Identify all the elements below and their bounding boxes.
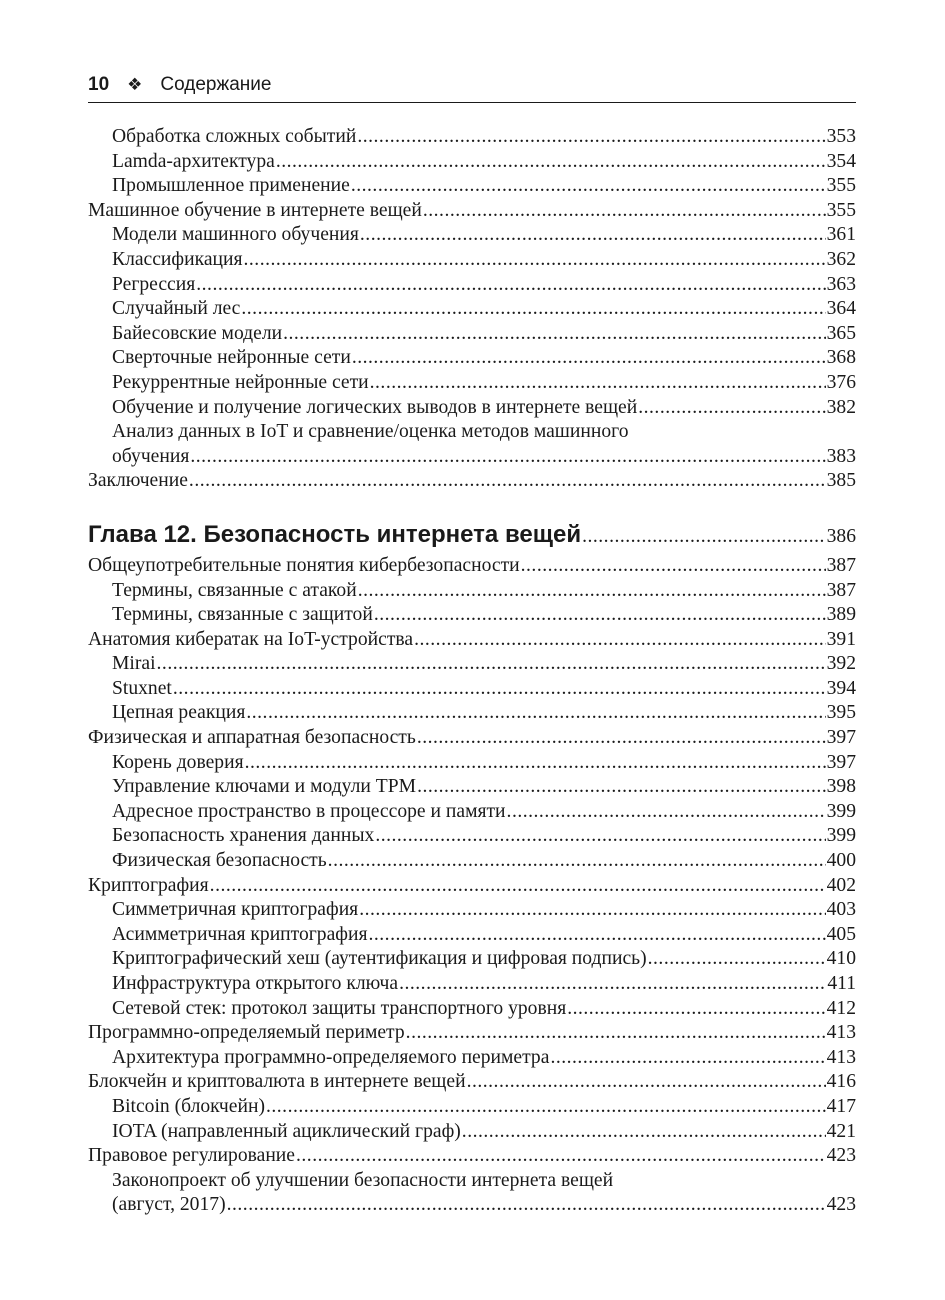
toc-entry-page: 399 — [826, 800, 856, 822]
toc-entry[interactable] — [88, 445, 856, 470]
toc-entry-title: Цепная реакция — [112, 702, 246, 724]
toc-entry-page: 417 — [826, 1095, 856, 1117]
toc-entry-page: 391 — [826, 628, 856, 650]
toc-entry[interactable] — [88, 800, 856, 825]
toc-entry[interactable] — [88, 898, 856, 923]
page-number: 10 — [88, 74, 110, 95]
toc-entry-title: обучения — [112, 445, 190, 467]
toc-entry-page: 423 — [826, 1194, 856, 1216]
toc-entry-page: 397 — [826, 727, 856, 749]
toc-entry[interactable] — [88, 346, 856, 371]
toc-entry-page: 400 — [826, 850, 856, 872]
toc-entry-title: Общеупотребительные понятия кибербезопасности — [88, 554, 520, 576]
toc-entry-title: Правовое регулирование — [88, 1145, 295, 1167]
toc-entry[interactable] — [88, 628, 856, 653]
toc-entry[interactable] — [88, 1095, 856, 1120]
toc-entry[interactable] — [88, 579, 856, 604]
toc-entry[interactable] — [88, 972, 856, 997]
toc-entry[interactable] — [88, 150, 856, 175]
toc-entry-title: Термины, связанные с атакой — [112, 579, 357, 601]
dot-leader — [241, 297, 825, 322]
toc-entry-title: Заключение — [88, 470, 188, 492]
toc-entry-page: 365 — [826, 322, 856, 344]
toc-entry-page: 416 — [826, 1071, 856, 1093]
toc-entry-title: Классификация — [112, 248, 243, 270]
dot-leader — [582, 520, 826, 554]
toc-entry-title: Физическая и аппаратная безопасность — [88, 727, 416, 749]
toc-entry-page: 368 — [826, 347, 856, 369]
chapter-title: Глава 12. Безопасность интернета вещей — [88, 520, 582, 548]
toc-entry-title: Обработка сложных событий — [112, 126, 357, 147]
dot-leader — [210, 874, 826, 899]
toc-entry-title: Stuxnet — [112, 677, 172, 699]
toc-entry-page: 355 — [826, 199, 856, 221]
toc-entry-title: Инфраструктура открытого ключа — [112, 973, 399, 994]
toc-entry-title: Mirai — [112, 653, 156, 675]
toc-entry-page: 383 — [826, 445, 856, 467]
dot-leader — [417, 775, 826, 800]
toc-entry-title: Блокчейн и криптовалюта в интернете вещей — [88, 1071, 466, 1093]
toc-entry-page: 397 — [826, 751, 856, 773]
toc-entry-title: Рекуррентные нейронные сети — [112, 371, 369, 393]
toc-entry-page: 403 — [826, 899, 856, 921]
chapter-gap — [88, 494, 856, 518]
toc-entry-title: Безопасность хранения данных — [112, 825, 375, 847]
dot-leader — [190, 445, 825, 470]
toc-entry-title-line[interactable]: Анализ данных в IoT и сравнение/оценка методов машинного — [112, 421, 629, 443]
toc-entry-title-line[interactable]: Законопроект об улучшении безопасности интернета вещей — [112, 1169, 614, 1191]
toc-entry-title: Bitcoin (блокчейн) — [112, 1095, 265, 1117]
section-title: Содержание — [160, 74, 272, 95]
toc-entry[interactable] — [88, 322, 856, 347]
toc-entry-page: 399 — [826, 825, 856, 847]
toc-entry[interactable] — [88, 824, 856, 849]
toc-entry[interactable] — [88, 371, 856, 396]
toc-entry[interactable] — [88, 726, 856, 751]
toc-entry-page: 354 — [826, 150, 856, 172]
dot-leader — [507, 800, 826, 825]
toc-entry[interactable] — [88, 1046, 856, 1071]
toc-entry[interactable] — [88, 174, 856, 199]
dot-leader — [266, 1095, 826, 1120]
dot-leader — [374, 603, 826, 628]
table-of-contents — [88, 125, 856, 1218]
toc-entry[interactable] — [88, 273, 856, 298]
toc-entry-title: Управление ключами и модули TPM — [112, 776, 417, 798]
dot-leader — [648, 947, 826, 972]
toc-entry[interactable] — [88, 554, 856, 579]
toc-entry-page: 376 — [826, 371, 856, 393]
dot-leader — [189, 469, 826, 494]
toc-entry-title: Анатомия кибератак на IoT-устройства — [88, 628, 414, 650]
toc-entry[interactable] — [88, 677, 856, 702]
toc-entry-page: 392 — [826, 653, 856, 675]
dot-leader — [173, 677, 826, 702]
toc-entry-page: 353 — [826, 126, 856, 147]
toc-entry[interactable] — [88, 874, 856, 899]
toc-entry-title: Криптографический хеш (аутентификация и цифровая подпись) — [112, 948, 647, 970]
dot-leader — [375, 824, 825, 849]
toc-entry-page: 402 — [826, 874, 856, 896]
dot-leader — [368, 923, 825, 948]
dot-leader — [399, 972, 826, 997]
dot-leader — [467, 1070, 826, 1095]
toc-entry-page: 387 — [826, 554, 856, 576]
toc-entry-title: Программно-определяемый периметр — [88, 1022, 405, 1044]
toc-entry-page: 385 — [826, 470, 856, 492]
toc-entry-title: Случайный лес — [112, 298, 241, 320]
toc-entry[interactable] — [88, 1193, 856, 1218]
toc-chapter-heading[interactable] — [88, 518, 856, 552]
toc-entry[interactable] — [88, 223, 856, 248]
dot-leader — [423, 199, 826, 224]
toc-entry-page: 398 — [826, 776, 856, 798]
toc-entry-page: 355 — [826, 175, 856, 197]
dot-leader — [352, 346, 826, 371]
toc-entry-page: 363 — [826, 273, 856, 295]
toc-entry-title: Асимметричная криптография — [112, 923, 368, 945]
toc-entry-title: Сетевой стек: протокол защиты транспортного уровня — [112, 997, 567, 1019]
toc-entry-title: Машинное обучение в интернете вещей — [88, 199, 422, 221]
dot-leader — [196, 273, 825, 298]
toc-entry-page: 361 — [826, 224, 856, 246]
dot-leader — [417, 726, 826, 751]
toc-entry-title: Архитектура программно-определяемого периметра — [112, 1046, 550, 1068]
toc-entry[interactable] — [88, 947, 856, 972]
dot-leader — [359, 898, 825, 923]
toc-entry[interactable] — [88, 701, 856, 726]
toc-entry[interactable] — [88, 775, 856, 800]
toc-entry-title: Регрессия — [112, 273, 196, 295]
toc-entry-title: Lamda-архитектура — [112, 150, 275, 172]
toc-entry-title: Байесовские модели — [112, 322, 283, 344]
toc-entry-title: Криптография — [88, 874, 209, 896]
toc-section-chapter-12 — [88, 554, 856, 1218]
toc-section-chapter-11 — [88, 125, 856, 494]
dot-leader — [157, 652, 826, 677]
dot-leader — [283, 322, 826, 347]
dot-leader — [521, 554, 826, 579]
dot-leader — [244, 248, 826, 273]
toc-entry-page: 421 — [826, 1120, 856, 1142]
toc-entry[interactable] — [88, 1120, 856, 1145]
toc-entry[interactable] — [88, 1070, 856, 1095]
toc-entry-title: Корень доверия — [112, 751, 244, 773]
toc-entry-page: 410 — [826, 948, 856, 970]
dot-leader — [245, 751, 826, 776]
chapter-page-number: 386 — [826, 525, 856, 547]
toc-entry-page: 387 — [826, 579, 856, 601]
ornament-icon: ❖ — [127, 75, 143, 94]
dot-leader — [358, 579, 826, 604]
dot-leader — [414, 628, 826, 653]
toc-entry[interactable] — [88, 469, 856, 494]
toc-entry-title: (август, 2017) — [112, 1194, 226, 1216]
toc-entry-page: 382 — [826, 396, 856, 418]
toc-entry[interactable] — [88, 652, 856, 677]
dot-leader — [246, 701, 825, 726]
toc-entry[interactable] — [88, 125, 856, 150]
toc-entry-page: 411 — [827, 973, 856, 994]
dot-leader — [462, 1120, 826, 1145]
toc-entry[interactable] — [88, 199, 856, 224]
dot-leader — [351, 174, 826, 199]
toc-entry[interactable] — [88, 997, 856, 1022]
dot-leader — [328, 849, 826, 874]
toc-entry-page: 364 — [826, 298, 856, 320]
dot-leader — [567, 997, 825, 1022]
dot-leader — [406, 1021, 826, 1046]
toc-entry[interactable] — [88, 1021, 856, 1046]
toc-entry-page: 395 — [826, 702, 856, 724]
toc-entry-title: Модели машинного обучения — [112, 224, 359, 246]
toc-entry-title: Сверточные нейронные сети — [112, 347, 351, 369]
toc-entry[interactable] — [88, 751, 856, 776]
toc-entry[interactable] — [88, 1144, 856, 1169]
toc-entry-page: 362 — [826, 248, 856, 270]
toc-entry-page: 423 — [826, 1145, 856, 1167]
toc-entry[interactable] — [88, 396, 856, 421]
dot-leader — [296, 1144, 826, 1169]
dot-leader — [638, 396, 825, 421]
toc-entry-title: Симметричная криптография — [112, 899, 359, 921]
toc-entry-title: IOTA (направленный ациклический граф) — [112, 1120, 461, 1142]
toc-entry[interactable] — [88, 297, 856, 322]
toc-entry-title: Физическая безопасность — [112, 850, 327, 872]
toc-entry-title: Обучение и получение логических выводов в интернете вещей — [112, 396, 638, 418]
toc-entry[interactable] — [88, 248, 856, 273]
dot-leader — [370, 371, 826, 396]
toc-entry-page: 405 — [826, 923, 856, 945]
toc-entry-page: 413 — [826, 1022, 856, 1044]
toc-entry-page: 412 — [826, 997, 856, 1019]
running-head — [88, 70, 856, 103]
dot-leader — [357, 125, 825, 150]
toc-entry-title: Термины, связанные с защитой — [112, 604, 373, 626]
dot-leader — [550, 1046, 825, 1071]
toc-entry-page: 394 — [826, 677, 856, 699]
toc-entry-title: Промышленное применение — [112, 175, 350, 197]
toc-entry[interactable] — [88, 923, 856, 948]
toc-entry-page: 389 — [826, 604, 856, 626]
book-page — [88, 70, 856, 1218]
dot-leader — [276, 150, 826, 175]
toc-entry[interactable] — [88, 849, 856, 874]
toc-entry-page: 413 — [826, 1046, 856, 1068]
toc-entry[interactable] — [88, 603, 856, 628]
toc-entry-title: Адресное пространство в процессоре и памяти — [112, 800, 506, 822]
dot-leader — [360, 223, 826, 248]
dot-leader — [227, 1193, 826, 1218]
